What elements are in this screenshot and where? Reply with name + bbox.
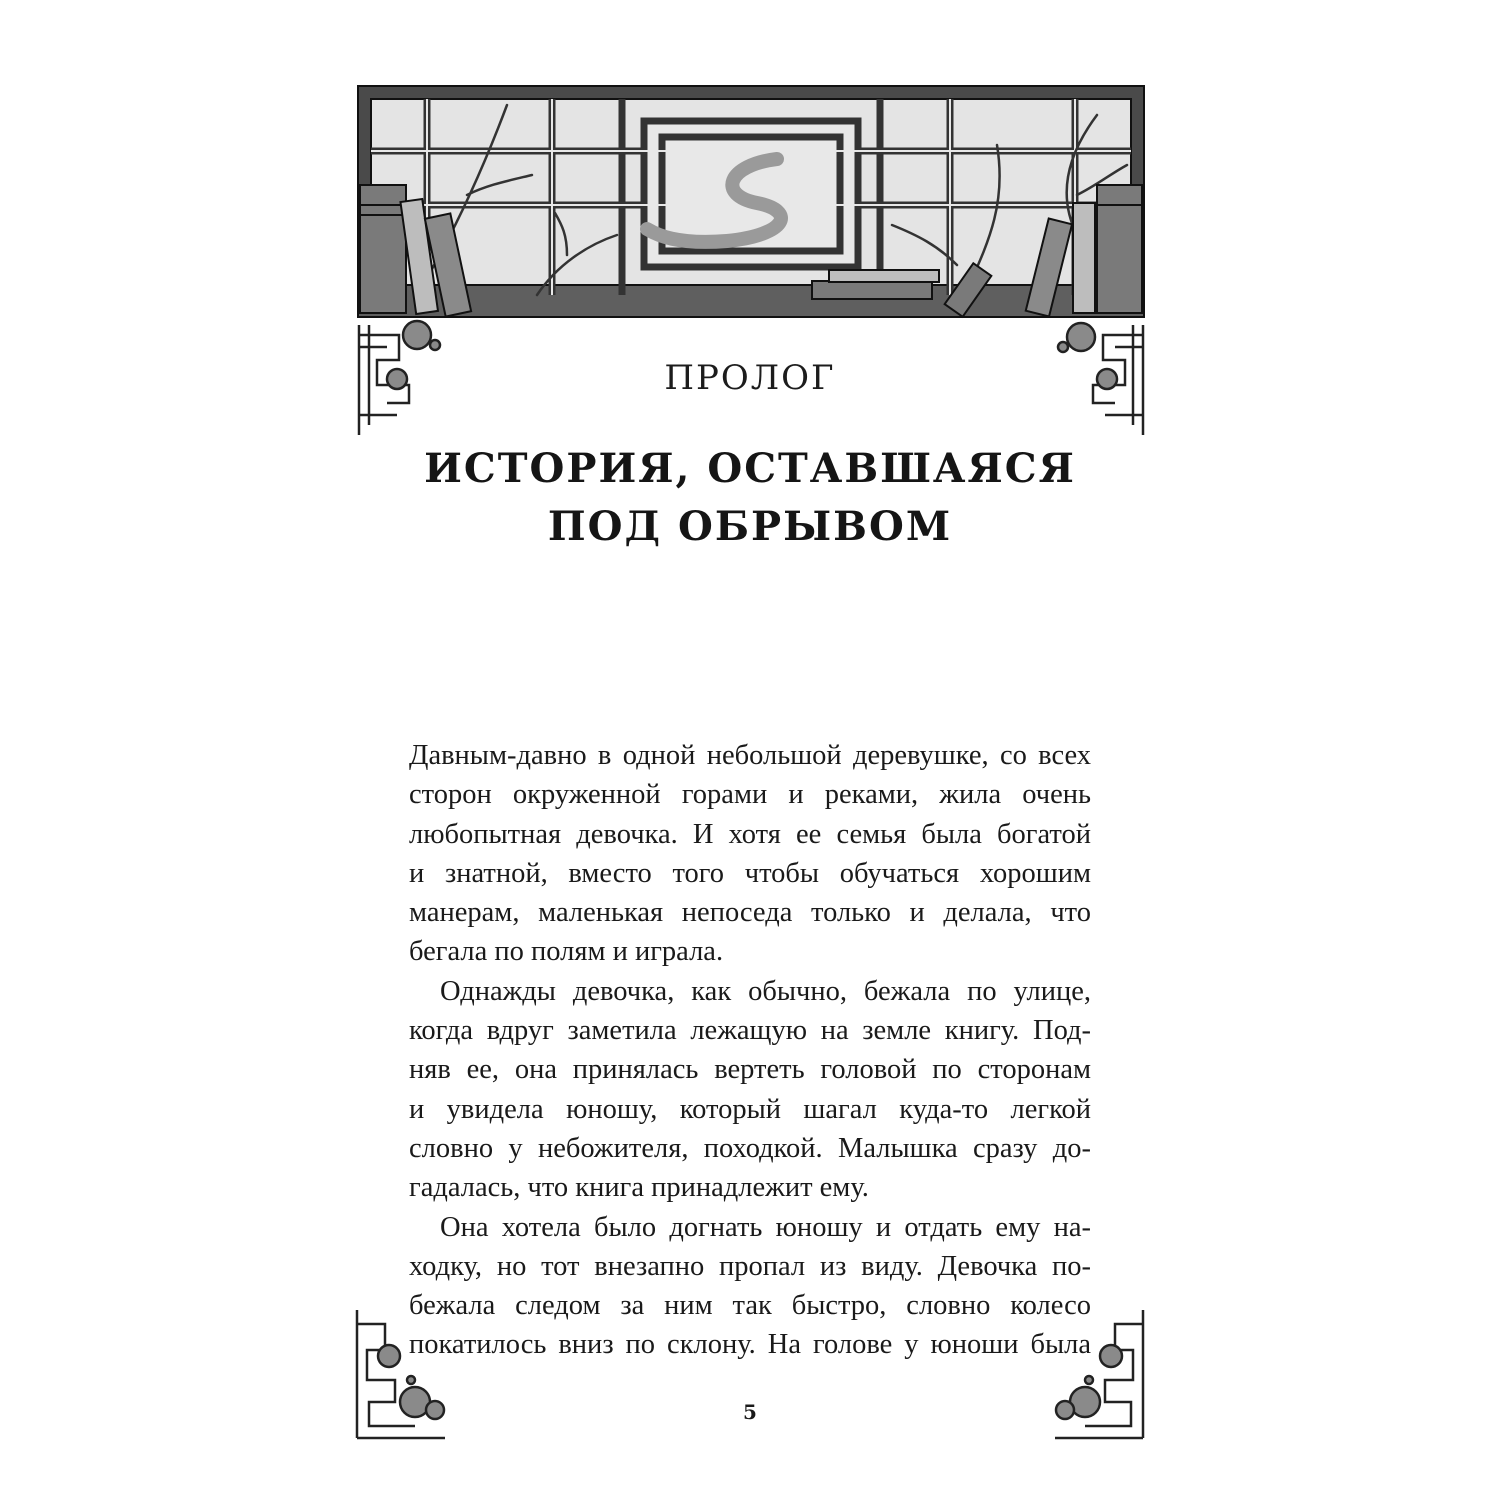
text-line: любопытная девочка. И хотя ее семья была богатой [409,818,1091,850]
chapter-title-line: ИСТОРИЯ, ОСТАВШАЯСЯ [424,445,1076,492]
text-line: и увидела юношу, который шагал куда-то легкой [409,1093,1091,1125]
chapter-title-line: ПОД ОБРЫВОМ [547,503,953,550]
text-line: ходку, но тот внезапно пропал из виду. Девочка по- [409,1250,1091,1282]
text-line: словно у небожителя, походкой. Малышка сразу до- [409,1132,1091,1164]
text-line: покатилось вниз по склону. На голове у юноши была [409,1329,1091,1361]
paragraph [409,736,1091,972]
text-line: Давным-давно в одной небольшой деревушке, со всех [409,740,1091,771]
text-line: гадалась, что книга принадлежит ему. [409,1172,869,1204]
page-number: 5 [743,1400,757,1424]
body-text [409,736,1091,1365]
paragraph [409,972,1091,1208]
text-line: манерам, маленькая непоседа только и делала, что [409,897,1091,929]
text-line: бежала следом за ним так быстро, словно колесо [409,1290,1091,1322]
paragraph [409,1208,1091,1365]
text-line: бегала по полям и играла. [409,936,724,968]
text-line: когда вдруг заметила лежащую на земле книгу. Под- [409,1015,1091,1047]
chapter-title [0,440,1500,556]
text-line: Однажды девочка, как обычно, бежала по улице, [440,975,1091,1007]
window-sill [358,285,1144,317]
text-line: няв ее, она принялась вертеть головой по сторонам [409,1054,1091,1086]
chapter-label: ПРОЛОГ [664,358,836,398]
text-line: и знатной, вместо того чтобы обучаться хорошим [409,857,1091,889]
text-line: Она хотела было догнать юношу и отдать ему на- [440,1211,1091,1243]
text-line: сторон окруженной горами и реками, жила очень [409,779,1091,811]
